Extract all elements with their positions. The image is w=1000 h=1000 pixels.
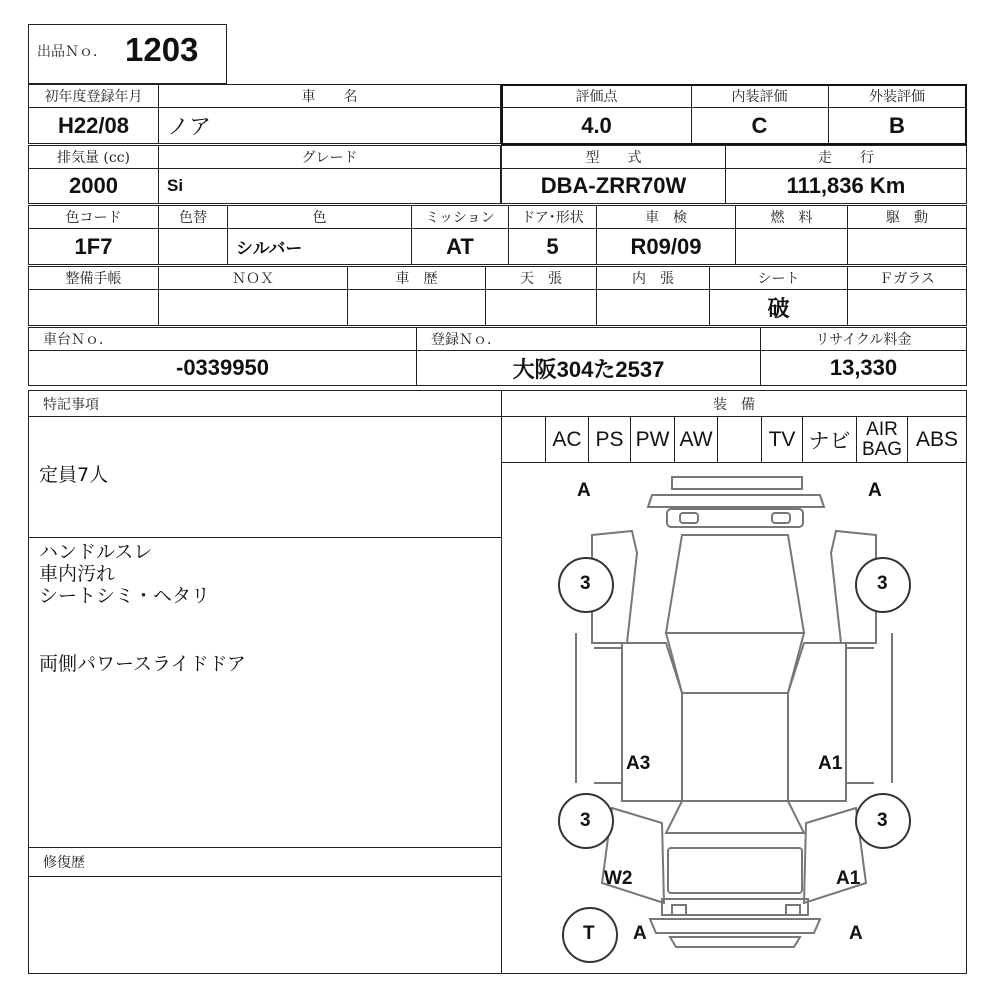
color-code-value: 1F7: [28, 228, 159, 265]
roof-value: [485, 289, 597, 326]
score-value: 4.0: [502, 107, 692, 144]
drive-label: 駆 動: [847, 205, 967, 229]
notes-line-5: 両側パワースライドドア: [39, 653, 246, 675]
mark-front-right: A: [868, 480, 882, 501]
repaint-value: [158, 228, 228, 265]
car-name-value: ノア: [158, 107, 501, 144]
roof-label: 天 張: [485, 266, 597, 290]
car-outline-diagram: [502, 463, 966, 973]
notes-top-text: 定員7人: [39, 464, 109, 486]
registration-label: 登録Ｎｏ．: [416, 327, 761, 351]
color-code-label: 色コード: [28, 205, 159, 229]
mark-front-left: A: [577, 480, 591, 501]
mark-rear-right: A: [849, 923, 863, 944]
repaint-label: 色替: [158, 205, 228, 229]
first-reg-value: H22/08: [28, 107, 159, 144]
chassis-label: 車台Ｎｏ．: [28, 327, 417, 351]
equip-blank-1: [501, 416, 546, 463]
notes-line-1: ハンドルスレ: [39, 541, 153, 563]
notes-line-2: 車内汚れ: [39, 563, 116, 585]
color-label: 色: [227, 205, 412, 229]
doors-value: 5: [508, 228, 597, 265]
equip-ac: AC: [545, 416, 589, 463]
mark-circle-front-left: 3: [580, 573, 591, 594]
model-label: 型 式: [501, 145, 726, 169]
mark-circle-tire: T: [583, 923, 595, 944]
equip-tv: TV: [761, 416, 803, 463]
nox-value: [158, 289, 348, 326]
exterior-value: B: [889, 112, 905, 138]
equip-ps: PS: [588, 416, 631, 463]
grade-label: グレード: [158, 145, 501, 169]
equip-abs: ABS: [907, 416, 967, 463]
f-glass-value: [847, 289, 967, 326]
interior-label: 内装評価: [691, 85, 829, 108]
nox-label: ＮＯＸ: [158, 266, 348, 290]
mark-rear-right-door: A1: [836, 868, 861, 889]
color-value: シルバー: [227, 228, 412, 265]
displacement-value: 2000: [28, 168, 159, 204]
mark-circle-rear-right: 3: [877, 810, 888, 831]
car-name-label: 車 名: [158, 84, 501, 108]
history-value: [347, 289, 486, 326]
interior-lining-label: 内 張: [596, 266, 710, 290]
damage-diagram: [501, 462, 967, 974]
seat-value: 破: [709, 289, 848, 326]
first-reg-label: 初年度登録年月: [28, 84, 159, 108]
model-value: DBA-ZRR70W: [501, 168, 726, 204]
repair-label: 修復歴: [28, 847, 502, 877]
mark-circle-front-right: 3: [877, 573, 888, 594]
mark-side-right: A1: [818, 753, 843, 774]
inspection-value: R09/09: [596, 228, 736, 265]
mark-rear-left-door: W2: [604, 868, 633, 889]
maintenance-value: [28, 289, 159, 326]
exterior-label: 外装評価: [828, 85, 966, 108]
equipment-label: 装 備: [501, 390, 967, 417]
notes-label: 特記事項: [28, 390, 502, 417]
interior-lining-value: [596, 289, 710, 326]
mark-side-left: A3: [626, 753, 651, 774]
equip-pw: PW: [630, 416, 675, 463]
grade-value: Si: [158, 168, 501, 204]
notes-line-3: シートシミ・ヘタリ: [39, 585, 211, 607]
notes-top-box: [28, 416, 502, 538]
drive-value: [847, 228, 967, 265]
history-label: 車 歴: [347, 266, 486, 290]
lot-number-label: 出品Ｎｏ．: [37, 44, 107, 60]
interior-value: C: [691, 107, 829, 144]
maintenance-label: 整備手帳: [28, 266, 159, 290]
equip-blank-2: [717, 416, 762, 463]
mark-rear-left: A: [633, 923, 647, 944]
equip-airbag: AIR BAG: [856, 416, 908, 463]
mark-circle-rear-left: 3: [580, 810, 591, 831]
recycle-label: リサイクル料金: [760, 327, 967, 351]
score-label: 評価点: [502, 85, 692, 108]
notes-main-box: [28, 537, 502, 848]
fuel-value: [735, 228, 848, 265]
seat-label: シート: [709, 266, 848, 290]
fuel-label: 燃 料: [735, 205, 848, 229]
inspection-label: 車 検: [596, 205, 736, 229]
equip-navi: ナビ: [802, 416, 857, 463]
doors-label: ドア･形状: [508, 205, 597, 229]
registration-value: 大阪304た2537: [416, 350, 761, 386]
transmission-value: AT: [411, 228, 509, 265]
mileage-label: 走 行: [725, 145, 967, 169]
chassis-value: -0339950: [28, 350, 417, 386]
lot-number-box: [28, 24, 227, 84]
equip-aw: AW: [674, 416, 718, 463]
transmission-label: ミッション: [411, 205, 509, 229]
recycle-value: 13,330: [760, 350, 967, 386]
lot-number-value: 1203: [125, 31, 199, 68]
f-glass-label: Ｆガラス: [847, 266, 967, 290]
repair-value: [28, 876, 502, 974]
displacement-label: 排気量 (cc): [28, 145, 159, 169]
mileage-value: 111,836 Km: [725, 168, 967, 204]
